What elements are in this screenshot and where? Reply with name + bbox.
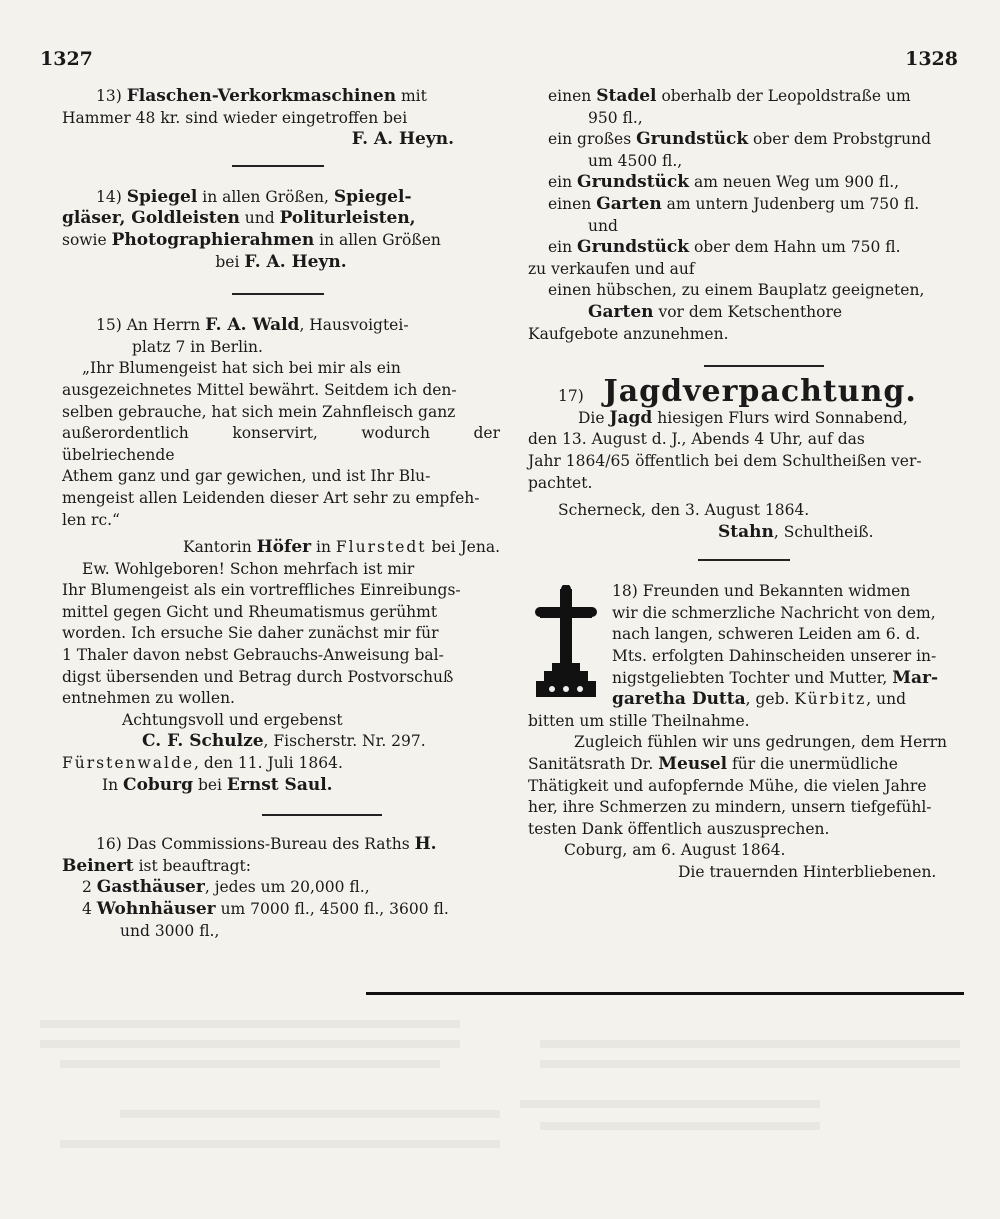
- page-number-left: 1327: [40, 48, 93, 70]
- ad-18: [528, 581, 968, 883]
- ad-14-line: sowie Photographierahmen in allen Größen: [62, 229, 441, 250]
- ad-18-signature: Die trauernden Hinterbliebenen.: [678, 863, 937, 881]
- ad-13-line: Hammer 48 kr. sind wieder eingetroffen bei: [62, 108, 408, 127]
- ad-18-date: Coburg, am 6. August 1864.: [564, 841, 786, 860]
- divider: [704, 365, 824, 367]
- property-line: zu verkaufen und auf: [528, 259, 695, 278]
- ad-18-line: garetha Dutta, geb. Kürbitz, und: [612, 689, 907, 710]
- text-line: 1 Thaler davon nebst Gebrauchs-Anweisung bal-: [62, 646, 444, 665]
- ad-18-line: bitten um stille Theilnahme.: [528, 711, 750, 730]
- ad-18-line: Thätigkeit und aufopfernde Mühe, die vielen Jahre: [528, 776, 927, 795]
- property-line: ein Grundstück ober dem Hahn um 750 fl.: [548, 237, 901, 258]
- text-line: Ihr Blumengeist als ein vortreffliches Einreibungs-: [62, 581, 461, 600]
- divider: [232, 165, 324, 167]
- memorial-cross-icon: [528, 585, 604, 705]
- property-line: 950 fl.,: [588, 108, 643, 127]
- ad-16-line: 4 Wohnhäuser um 7000 fl., 4500 fl., 3600 fl.: [82, 899, 449, 919]
- ad-15-testimonial-1: [62, 358, 500, 531]
- ad-18-line: testen Dank öffentlich auszusprechen.: [528, 819, 830, 838]
- ad-15-greeting: Achtungsvoll und ergebenst: [122, 710, 343, 729]
- ad-14-line: 14) Spiegel in allen Größen, Spiegel-: [96, 186, 412, 207]
- bottom-rule: [366, 992, 964, 995]
- ad-13: [62, 86, 500, 151]
- ad-18-line: Sanitätsrath Dr. Meusel für die unermüdliche: [528, 754, 898, 775]
- property-line: Kaufgebote anzunehmen.: [528, 324, 729, 343]
- ad-16-line: 2 Gasthäuser, jedes um 20,000 fl.,: [82, 877, 370, 898]
- ad-16-line: 16) Das Commissions-Bureau des Raths H.: [96, 834, 437, 855]
- ad-18-line: Zugleich fühlen wir uns gedrungen, dem Herrn: [574, 733, 948, 752]
- ad-17-line: den 13. August d. J., Abends 4 Uhr, auf das: [528, 430, 865, 449]
- ad-16-line: und 3000 fl.,: [120, 921, 220, 940]
- divider: [232, 293, 324, 295]
- ad-15-line: 15) An Herrn F. A. Wald, Hausvoigtei-: [96, 315, 409, 336]
- text-line: ausgezeichnetes Mittel bewährt. Seitdem ich den-: [62, 380, 457, 399]
- ad-18-line: Mts. erfolgten Dahinscheiden unserer in-: [612, 647, 937, 666]
- ad-13-line: 13) Flaschen-Verkorkmaschinen mit: [96, 86, 427, 106]
- ad-18-line: nigstgeliebten Tochter und Mutter, Mar-: [612, 667, 939, 688]
- ad-14-signature: bei F. A. Heyn.: [215, 251, 347, 272]
- ad-15-signature-1: Kantorin Höfer in Flurstedt bei Jena.: [182, 537, 500, 558]
- text-line: außerordentlich konservirt, wodurch der übelriechende: [62, 424, 500, 464]
- property-line: und: [588, 216, 618, 235]
- property-line: um 4500 fl.,: [588, 151, 683, 170]
- text-line: Athem ganz und gar gewichen, und ist Ihr Blu-: [62, 467, 431, 486]
- ad-17-signature: Stahn, Schultheiß.: [718, 521, 874, 542]
- ad-13-signature: F. A. Heyn.: [351, 129, 454, 150]
- ad-14-line: gläser, Goldleisten und Politurleisten,: [62, 208, 416, 229]
- ad-16-line: Beinert ist beauftragt:: [62, 855, 251, 876]
- text-line: worden. Ich ersuche Sie daher zunächst mir für: [62, 624, 439, 643]
- ad-16-continued: [528, 86, 968, 345]
- ad-18-line: her, ihre Schmerzen zu mindern, unsern tiefgefühl-: [528, 798, 932, 817]
- ad-17-heading-line: 17) Jagdverpachtung.: [558, 374, 917, 410]
- property-line: einen Garten am untern Judenberg um 750 fl.: [548, 193, 920, 214]
- ad-15: [62, 315, 500, 796]
- property-line: ein großes Grundstück ober dem Probstgrund: [548, 129, 932, 150]
- right-column: [528, 86, 968, 884]
- text-line: „Ihr Blumengeist hat sich bei mir als ein: [82, 359, 401, 378]
- left-column: [62, 86, 500, 942]
- ad-18-line: 18) Freunden und Bekannten widmen: [612, 582, 911, 601]
- text-line: selben gebrauche, hat sich mein Zahnfleisch ganz: [62, 402, 456, 421]
- ad-15-line: platz 7 in Berlin.: [132, 337, 263, 356]
- property-line: ein Grundstück am neuen Weg um 900 fl.,: [548, 172, 900, 193]
- divider: [698, 559, 790, 561]
- ad-18-line: nach langen, schweren Leiden am 6. d.: [612, 625, 921, 644]
- ad-17-date: Scherneck, den 3. August 1864.: [558, 501, 810, 520]
- ad-18-line: wir die schmerzliche Nachricht von dem,: [612, 603, 936, 622]
- text-line: mengeist allen Leidenden dieser Art sehr zu empfeh-: [62, 488, 480, 507]
- divider: [262, 814, 382, 816]
- ad-17: [528, 374, 968, 543]
- ad-15-signature-2: C. F. Schulze, Fischerstr. Nr. 297.: [142, 731, 426, 752]
- property-line: einen hübschen, zu einem Bauplatz geeigneten,: [548, 281, 925, 300]
- ad-17-line: Die Jagd hiesigen Flurs wird Sonnabend,: [578, 407, 908, 428]
- ad-15-agent: In Coburg bei Ernst Saul.: [102, 774, 333, 795]
- text-line: len rc.“: [62, 510, 120, 529]
- text-line: digst übersenden und Betrag durch Postvorschuß: [62, 667, 454, 686]
- ad-14: [62, 187, 500, 273]
- ad-15-place-date: Fürstenwalde, den 11. Juli 1864.: [62, 754, 343, 773]
- property-line: Garten vor dem Ketschenthore: [588, 301, 843, 322]
- page-number-right: 1328: [905, 48, 958, 70]
- text-line: Ew. Wohlgeboren! Schon mehrfach ist mir: [82, 559, 415, 578]
- ad-17-line: Jahr 1864/65 öffentlich bei dem Schultheißen ver-: [528, 451, 922, 470]
- ad-16: [62, 834, 500, 942]
- ad-17-heading: Jagdverpachtung.: [603, 374, 917, 410]
- ad-17-line: pachtet.: [528, 473, 593, 492]
- property-line: einen Stadel oberhalb der Leopoldstraße um: [548, 86, 911, 106]
- text-line: entnehmen zu wollen.: [62, 689, 235, 708]
- ad-15-testimonial-2: [62, 559, 500, 710]
- text-line: mittel gegen Gicht und Rheumatismus gerühmt: [62, 602, 438, 621]
